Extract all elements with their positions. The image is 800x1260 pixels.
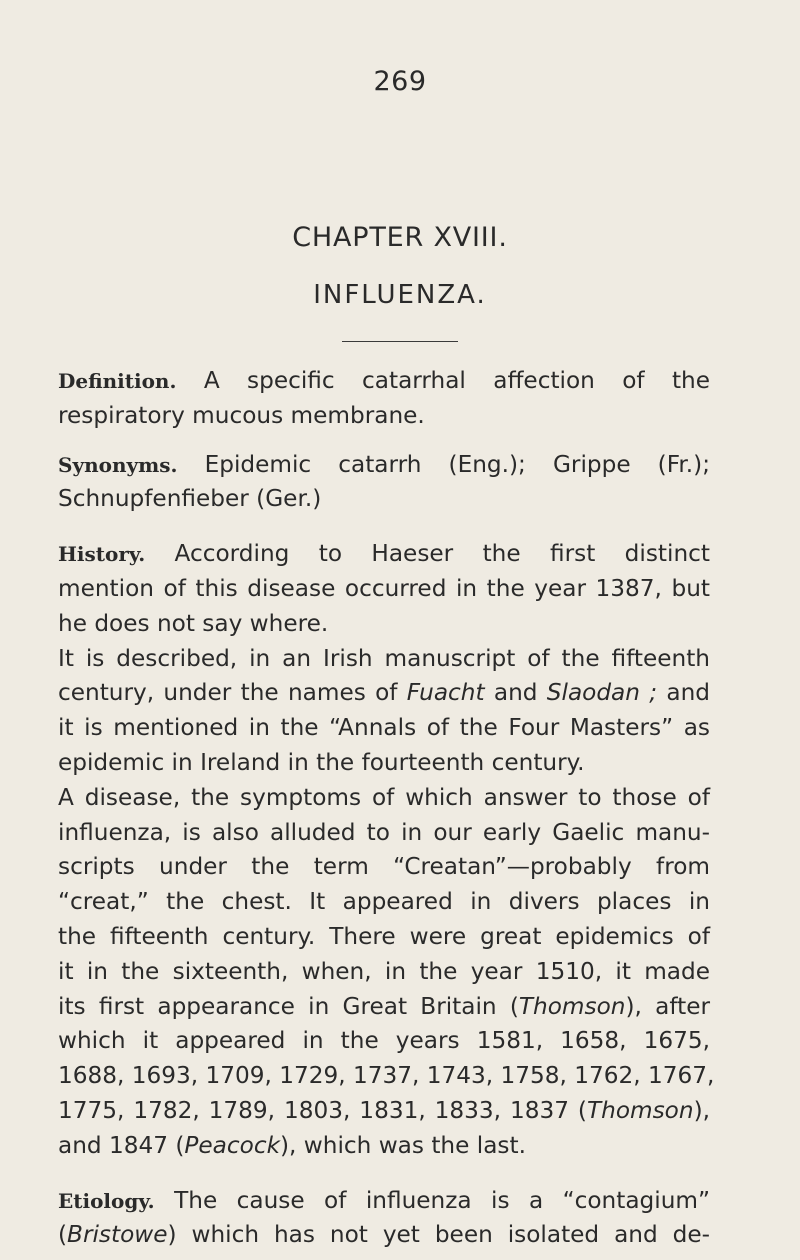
synonyms-line: Synonyms. Epidemic catarrh (Eng.); Grippe (Fr.); xyxy=(58,450,711,478)
history-line: It is described, in an Irish manuscript of the fifteenth xyxy=(58,644,710,672)
definition-line: respiratory mucous membrane. xyxy=(58,401,425,429)
history-line: he does not say where. xyxy=(58,609,329,637)
page-number: 269 xyxy=(373,66,427,97)
citation-peacock: Peacock xyxy=(184,1131,280,1159)
synonyms-heading: Synonyms. xyxy=(58,452,178,477)
history-line: “creat,” the chest. It appeared in divers places in xyxy=(58,888,710,916)
etiology-line: Etiology. The cause of influenza is a “contagium” xyxy=(58,1186,711,1214)
history-line: influenza, is also alluded to in our early Gaelic manu- xyxy=(58,818,710,846)
synonyms-paragraph xyxy=(58,448,710,518)
definition-paragraph xyxy=(58,364,710,434)
citation-thomson: Thomson xyxy=(518,992,626,1020)
history-line: the fifteenth century. There were great epidemics of xyxy=(58,922,710,950)
history-line: which it appeared in the years 1581, 1658, 1675, xyxy=(58,1027,710,1055)
etiology-heading: Etiology. xyxy=(58,1188,155,1213)
citation-thomson: Thomson xyxy=(586,1096,694,1124)
history-line: and 1847 (Peacock), which was the last. xyxy=(58,1131,526,1159)
chapter-heading: CHAPTER XVIII. xyxy=(292,222,508,253)
history-line: century, under the names of Fuacht and Slaodan ; and xyxy=(58,679,710,707)
chapter-title: INFLUENZA. xyxy=(313,280,487,310)
history-line: scripts under the term “Creatan”—probably from xyxy=(58,853,710,881)
history-line: its first appearance in Great Britain (Thomson), after xyxy=(58,992,710,1020)
title-divider xyxy=(342,341,458,342)
history-line: it is mentioned in the “Annals of the Four Masters” as xyxy=(58,714,710,742)
history-paragraph xyxy=(58,642,710,781)
definition-line: Definition. A specific catarrhal affection of the xyxy=(58,367,710,394)
definition-heading: Definition. xyxy=(58,369,177,393)
etiology-line: (Bristowe) which has not yet been isolated and de- xyxy=(58,1221,710,1249)
history-line: 1688, 1693, 1709, 1729, 1737, 1743, 1758, 1762, 1767, xyxy=(58,1062,715,1090)
history-line: mention of this disease occurred in the year 1387, but xyxy=(58,574,710,602)
history-line: 1775, 1782, 1789, 1803, 1831, 1833, 1837 (Thomson), xyxy=(58,1096,710,1124)
history-paragraph xyxy=(58,781,715,1164)
history-paragraph xyxy=(58,537,710,641)
history-line: it in the sixteenth, when, in the year 1510, it made xyxy=(58,957,710,985)
term-slaodan: Slaodan ; xyxy=(546,679,658,707)
history-line: epidemic in Ireland in the fourteenth century. xyxy=(58,748,585,776)
citation-bristowe: Bristowe xyxy=(67,1221,168,1249)
history-heading: History. xyxy=(58,542,146,567)
history-line: History. According to Haeser the first distinct xyxy=(58,540,710,568)
synonyms-line: Schnupfenfieber (Ger.) xyxy=(58,485,322,513)
etiology-paragraph xyxy=(58,1184,710,1254)
body-text xyxy=(58,364,715,1253)
term-fuacht: Fuacht xyxy=(406,679,485,707)
history-line: A disease, the symptoms of which answer to those of xyxy=(58,783,710,811)
